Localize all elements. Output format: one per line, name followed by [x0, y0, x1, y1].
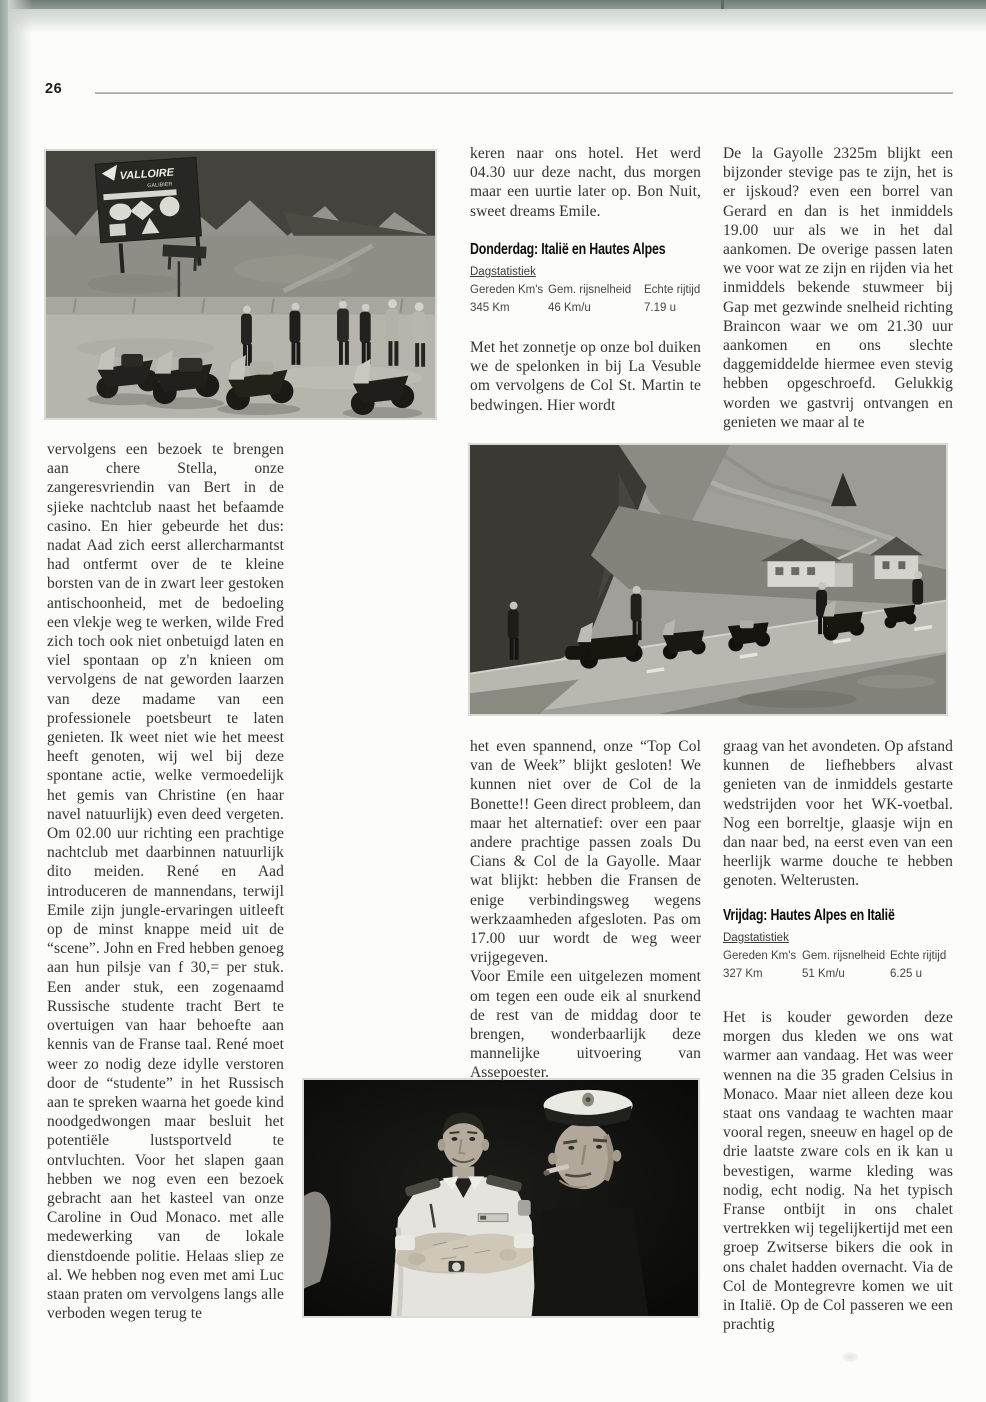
watch-face [452, 1262, 461, 1271]
house-annex [835, 563, 853, 587]
scan-smudge [842, 1352, 858, 1362]
capped-man-brow [563, 1141, 577, 1143]
photo1-slope-dark [88, 274, 183, 294]
stats-header: Gem. rijsnelheid [548, 284, 632, 296]
capped-man-eye [596, 1145, 602, 1149]
photo2-grass-shade [738, 690, 857, 708]
scan-edge-left-fade [8, 0, 32, 1402]
house-wall [875, 553, 919, 579]
photo1-pole [178, 261, 180, 302]
article-column-middle-bottom [470, 737, 701, 1083]
badge-detail [480, 1216, 486, 1220]
stats-value: 7.19 u [644, 302, 676, 314]
page-number: 26 [45, 81, 63, 97]
cap-emblem-center [586, 1097, 591, 1102]
officer-hand [408, 1253, 426, 1265]
officer-eye [469, 1137, 475, 1141]
photo-policemen [302, 1078, 700, 1318]
paragraph: De la Gayolle 2325m blijkt een bijzonder stevige pas te zijn, het is er ijskoud? even een borrel van Gerard en dan is het inmiddels 19.00 uur als we in het dal aankomen. De overige passen laten we voor wat ze zijn en rijden via het inmiddels bekende stuwmeer bij Gap met gezwinde snelheid richting Braincon waar we om 21.30 uur aankomen en ons slechte daggemiddelde hiermee even stevig hebben opgeschroefd. Gelukkig worden we gastvrij ontvangen en genieten we maar al te [723, 145, 953, 431]
header-rule [95, 92, 953, 94]
billboard-grid-icon [109, 223, 126, 236]
house-window [775, 567, 783, 575]
officer-sleeve-cuff [395, 1235, 415, 1250]
stats-value: 345 Km [470, 302, 510, 314]
officer-eye [452, 1137, 458, 1141]
article-column-middle-top [470, 144, 701, 221]
small-sign-panel [162, 244, 206, 258]
scan-edge-top [0, 0, 986, 9]
paragraph: keren naar ons hotel. Het werd 04.30 uur deze nacht, dus morgen maar een uurtie later op. Bon Nuit, sweet dreams Emile. [470, 145, 701, 220]
capped-man-ear [548, 1153, 557, 1165]
section-heading-thursday: Donderdag: Italië en Hautes Alpes [470, 241, 666, 258]
paragraph: Met het zonnetje op onze bol duiken we de spelonken in bij La Vesuble om vervolgens de Col St. Martin te bedwingen. Hier wordt [470, 339, 701, 414]
officer-sleeve-cuff [514, 1233, 534, 1248]
scan-artifact-line [721, 0, 724, 9]
house-window [791, 567, 799, 575]
house-window [807, 567, 815, 575]
photo-valloire-group [44, 149, 437, 420]
paragraph: Het is kouder geworden deze morgen dus kleden we ons wat warmer aan vandaag. Het was weer wennen na die 35 graden Celsius in Monaco. Maar niet alleen deze kou staat ons vandaag te wachten maar vooral regen, sneeuw en hagel op de drie laatste zware cols en ik kan u bevestigen, warme kleding was nodig, echt nodig. Na het typisch Franse ontbijt in ons chalet vertrekken wij tegelijkertijd met een groep Zwitserse bikers die ook in ons chalet hadden overnacht. Via de Col de Montegrevre komen we uit in Italië. Op de Col passeren we een prachtig [723, 1009, 953, 1334]
stats-title-friday: Dagstatistiek [723, 932, 789, 944]
valloire-sign-text: VALLOIRE [119, 166, 175, 183]
capped-man-body [532, 1208, 649, 1316]
capped-man-ear [612, 1150, 621, 1162]
photo1-stone-wall [46, 297, 435, 315]
stats-table-thursday [470, 284, 701, 314]
article-column-middle-mid [470, 338, 701, 415]
stats-value: 6.25 u [890, 968, 922, 980]
house-window [883, 561, 890, 569]
officer-hand [499, 1249, 517, 1261]
photo1-slope-light [234, 255, 353, 283]
article-column-right-bottom [723, 1008, 953, 1334]
stats-value: 51 Km/u [802, 968, 845, 980]
stats-header: Gem. rijsnelheid [802, 950, 886, 962]
stats-header: Echte rijtijd [890, 950, 947, 962]
capped-man-eye [568, 1146, 574, 1150]
section-heading-friday: Vrijdag: Hautes Alpes en Italië [723, 907, 895, 924]
stats-value: 327 Km [723, 968, 763, 980]
paragraph: Voor Emile een uitgelezen moment om tegen een oude eik al snurkend de rest van de middag door te brengen, wonderbaarlijk deze mannelijke uitvoering van Assepoester. [470, 968, 701, 1082]
officer-ear [481, 1139, 489, 1151]
photo-alpine-valley [468, 443, 948, 716]
officer-brow [467, 1132, 477, 1133]
stats-header: Echte rijtijd [644, 284, 701, 296]
paragraph: graag van het avondeten. Op afstand kunnen de liefhebbers alvast genieten van de inmiddels gestarte wedstrijden voor het WK-voetbal. Nog een borreltje, glaasje wijn en dan naar bed, na eerst even van een heerlijk warme douche te hebben genoten. Welterusten. [723, 738, 953, 890]
capped-man-brow [593, 1140, 607, 1141]
stats-title-thursday: Dagstatistiek [470, 266, 536, 278]
article-column-left [47, 440, 284, 1323]
house-window [898, 561, 905, 569]
stats-table-friday [723, 950, 953, 980]
stats-header: Gereden Km's [470, 284, 544, 296]
article-column-right-mid [723, 737, 953, 891]
scan-edge-left [0, 0, 8, 1402]
article-column-right-top [723, 144, 953, 432]
stats-header: Gereden Km's [723, 950, 797, 962]
scan-edge-top-fade [0, 9, 986, 33]
officer-ear [438, 1139, 446, 1151]
photo1-gravel-shade [76, 338, 215, 358]
paragraph: vervolgens een bezoek te brengen aan chere Stella, onze zangeresvriendin van Bert in de sjieke nachtclub naast het befaamde casino. En hier gebeurde het dus: nadat Aad zich eerst allercharmantst had ontfermt over de te kleine borsten van de in zwart leer gestoken antischoonheid, met de bedoeling een vlekje weg te werken, wilde Fred zich toch ook niet onbetuigd laten en viel spontaan op z'n knieen om vervolgens de nat geworden laarzen van deze madame van een professionele poetsbeurt te laten genieten. Ik weet niet wie het meest heeft genoten, wij wel bij deze spontane actie, welke vermoedelijk het gemis van Christine (en haar navel natuurlijk) even deed vergeten. Om 02.00 uur richting een prachtige nachtclub met daarbinnen natuurlijk dito meiden. René en Aad introduceren de mannendans, terwijl Emile zijn jungle-ervaringen uitleeft op de minst knappe meid uit de “scene”. John en Fred hebben genoeg aan hun pilsje van f 30,= per stuk. Een ander stuk, een zogenaamd Russische studente tracht Bert te overtuigen van haar behoefte aan kennis van de Franse taal. René moet weer zo nodig deze idylle verstoren door de “studente” in het Russisch aan te spreken waarna het goede kind noodgedwongen maar besluit het potentiële lustsportveld te ontvluchten. Voor het slapen gaan hebben we nog even een bezoek gebracht aan het kasteel van onze Caroline in Oud Monaco. met alle medewerking van de lokale dienstdoende politie. Helaas sliep ze al. We hebben nog even met ami Luc staan praten om vervolgens langs alle verboden wegen terug te [47, 441, 284, 1323]
photo2-grass-light [857, 675, 936, 689]
officer-shoulder-patch [518, 1200, 531, 1216]
stats-value: 46 Km/u [548, 302, 591, 314]
officer-brow [450, 1132, 460, 1133]
valloire-sign-subtext: GALIBIER [147, 181, 173, 190]
paragraph: het even spannend, onze “Top Col van de Week” blijkt gesloten! We kunnen niet over de Col de la Bonette!! Geen direct probleem, dan maar het alternatief: over een paar andere prachtige passen zoals Du Cians & Col de la Gayolle. Maar wat blijkt: hebben die Fransen de enige verbindingsweg wegens werkzaamheden afgesloten. Pas om 17.00 uur wordt de weg weer vrijgegeven. [470, 738, 701, 967]
